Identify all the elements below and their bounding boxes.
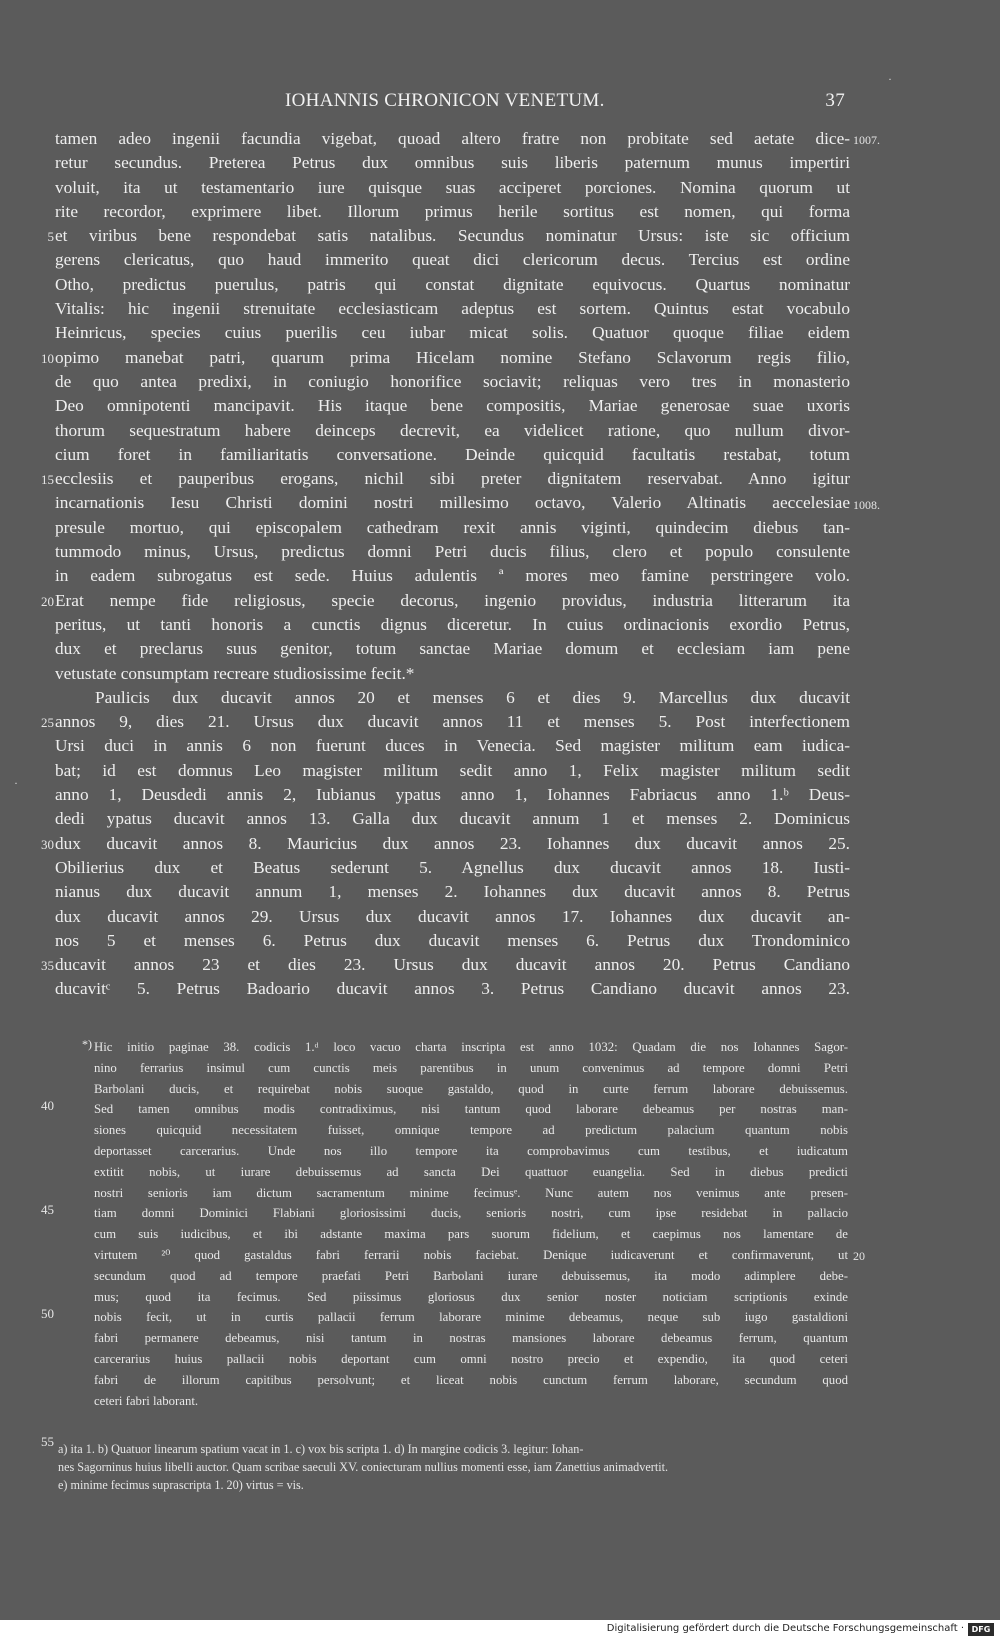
- text-line: rite recordor, exprimere libet. Illorum primus herile sortitus est nomen, qui forma: [55, 201, 850, 221]
- apparatus-line: nes Sagorninus huius libelli auctor. Quam scribae saeculi XV. coniecturam nullius momenti esse, iam Zanettius animadvertit.: [58, 1460, 669, 1474]
- footnote-line: nino ferrarius insimul cum cunctis meis parentibus in unum convenimus ad tempore domni Petri: [94, 1060, 848, 1075]
- text-line: thorum sequestratum habere deinceps decrevit, ea videlicet ratione, quo nullum divor-: [55, 420, 850, 440]
- line-number: 5: [47, 229, 54, 244]
- footnote-line: virtutem ²⁰ quod gastaldus fabri ferrarii nobis faciebat. Denique iudicaverunt et confirmaverunt, ut: [94, 1247, 848, 1262]
- text-line: opimo manebat patri, quarum prima Hicelam nomine Stefano Sclavorum regis filio,: [55, 347, 850, 367]
- text-line: bat; id est domnus Leo magister militum sedit anno 1, Felix magister militum sedit: [55, 760, 850, 780]
- text-line: Erat nempe fide religiosus, specie decorus, ingenio providus, industria litterarum ita: [55, 590, 850, 610]
- footnote-line: Hic initio paginae 38. codicis 1.ᵈ loco vacuo charta inscripta est anno 1032: Quadam die nos Iohannes Sagor-: [94, 1040, 848, 1054]
- text-line: gerens clericatus, quo haud immerito queat dici clericorum decus. Tercius est ordine: [55, 250, 850, 270]
- line-number: 40: [41, 1098, 54, 1113]
- footnote-line: Sed tamen omnibus modis contradiximus, nisi tantum quod laborare debeamus per nostras man-: [94, 1102, 848, 1117]
- text-line: ecclesiis et pauperibus erogans, nichil sibi preter dignitatem reservabat. Anno igitur: [55, 469, 850, 489]
- footnote-line: deportasset carcerarius. Unde nos illo tempore ita comprobavimus cum testibus, et iudicatum: [94, 1143, 848, 1158]
- text-line: Heinricus, species cuius puerilis ceu iubar micat solis. Quatuor quoque filiae eidem: [55, 323, 850, 343]
- footnote-line: tiam domni Dominici Flabiani gloriosissimi ducis, senioris nostri, cum ipse residebat in pallacio: [94, 1206, 848, 1221]
- footnote-line: siones quicquid necessitatem fuisset, omnique tempore ad predictum palacium quantum nobis: [94, 1123, 848, 1138]
- footnote-line: nostri senioris iam dictum sacramentum minime fecimusᵉ. Nunc autem nos venimus ante presen-: [94, 1185, 848, 1200]
- stray-mark-top-right: ·: [888, 72, 892, 86]
- line-number: 25: [41, 715, 54, 730]
- dfg-logo: DFG: [968, 1623, 994, 1636]
- text-line: retur secundus. Preterea Petrus dux omnibus suis liberis paternum munus impertiri: [55, 153, 850, 173]
- line-number: 20: [41, 594, 54, 609]
- text-line: Vitalis: hic ingenii strenuitate ecclesiasticam adeptus est sortem. Quintus estat vocabulo: [55, 299, 850, 319]
- margin-year-note: 1008.: [853, 498, 880, 512]
- text-line: Obilierius dux et Beatus sederunt 5. Agnellus dux ducavit annos 18. Iusti-: [55, 857, 850, 877]
- stray-mark-left: ·: [14, 776, 18, 790]
- footnote-line: fabri de illorum capitibus persolvunt; et liceat nobis cunctum ferrum laborare, secundum quod: [94, 1372, 848, 1387]
- text-line: nianus dux ducavit annum 1, menses 2. Iohannes dux ducavit annos 8. Petrus: [55, 882, 850, 902]
- text-line: anno 1, Deusdedi annis 2, Iubianus ypatus anno 1, Iohannes Fabriacus anno 1.ᵇ Deus-: [55, 785, 850, 805]
- running-title: IOHANNIS CHRONICON VENETUM.: [285, 90, 605, 111]
- text-line: Ursi duci in annis 6 non fuerunt duces in Venecia. Sed magister militum eam iudica-: [55, 736, 850, 756]
- text-line: dux et preclarus suus genitor, totum sanctae Mariae domum et ecclesiam iam pene: [55, 639, 850, 659]
- footnote-marker: *): [82, 1037, 92, 1051]
- text-line: incarnationis Iesu Christi domini nostri millesimo octavo, Valerio Altinatis aeccelesiae: [55, 493, 850, 513]
- line-number: 15: [41, 472, 54, 487]
- digitization-footer: [0, 1620, 1000, 1641]
- text-line: voluit, ita ut testamentario iure quisque suas acciperet porciones. Nomina quorum ut: [55, 177, 850, 197]
- text-line: in eadem subrogatus est sede. Huius adulentis ª mores meo famine perstringere volo.: [55, 566, 850, 586]
- footnote-line: nobis fecit, ut in curtis pallacii ferrum laborare minime debeamus, neque sub iugo gastaldioni: [94, 1310, 848, 1325]
- text-line: ducavitᶜ 5. Petrus Badoario ducavit annos 3. Petrus Candiano ducavit annos 23.: [55, 979, 850, 999]
- running-header: [55, 90, 845, 116]
- margin-year-note: 1007.: [853, 133, 880, 147]
- line-number: 45: [41, 1202, 54, 1217]
- footnote-margin-note: 20: [853, 1249, 865, 1263]
- footnote-line: extitit nobis, ut iurare debuissemus ad sancta Dei quattuor euangelia. Sed in diebus predicti: [94, 1164, 848, 1179]
- main-text: [55, 127, 850, 1002]
- text-line: peritus, ut tanti honoris a cunctis dignus diceretur. In cuius ordinacionis exordio Petrus,: [55, 614, 850, 634]
- footnote-line: mus; quod ita fecimus. Sed piissimus gloriosus dux senior noster noticiam scriptionis exinde: [94, 1289, 848, 1304]
- footnote-block: [94, 1037, 848, 1411]
- text-line: Paulicis dux ducavit annos 20 et menses 6 et dies 9. Marcellus dux ducavit: [95, 687, 850, 707]
- footnote-line: fabri permanere debeamus, nisi tantum in nostras mansiones laborare debeamus ferrum, quantum: [94, 1331, 848, 1346]
- page-number: 37: [825, 90, 845, 111]
- text-line: tamen adeo ingenii facundia vigebat, quoad altero fratre non probitate sed aetate dice-: [55, 129, 850, 148]
- text-line: presule mortuo, qui episcopalem cathedram rexit annis viginti, quindecim diebus tan-: [55, 517, 850, 537]
- funding-credit: Digitalisierung gefördert durch die Deutsche Forschungsgemeinschaft ·: [606, 1623, 964, 1634]
- footnote-line: cum suis iudicibus, et ibi adstante maxima pars suorum fidelium, et caepimus nos lamentare de: [94, 1227, 848, 1242]
- apparatus-line: e) minime fecimus suprascripta 1. 20) virtus = vis.: [58, 1478, 304, 1492]
- text-line: cium foret in familiaritatis conversatione. Deinde quicquid facultatis restabat, totum: [55, 444, 850, 464]
- text-line: dux ducavit annos 8. Mauricius dux annos 23. Iohannes dux ducavit annos 25.: [55, 833, 850, 853]
- apparatus-line: a) ita 1. b) Quatuor linearum spatium vacat in 1. c) vox bis scripta 1. d) In margine codicis 3. legitur: Iohan-: [58, 1442, 584, 1456]
- text-line: ducavit annos 23 et dies 23. Ursus dux ducavit annos 20. Petrus Candiano: [55, 955, 850, 975]
- line-number: 55: [41, 1434, 54, 1449]
- text-line: vetustate consumptam recreare studiosissime fecit.*: [55, 663, 415, 683]
- footnote-line: Barbolani ducis, et requirebat nobis suoque gastaldo, quod in curte ferrum laborare debuissemus.: [94, 1081, 848, 1096]
- footnote-line: secundum quod ad tempore praefati Petri Barbolani iurare debuissemus, ita modo adimplere debe-: [94, 1268, 848, 1283]
- line-number: 50: [41, 1306, 54, 1321]
- line-number: 35: [41, 958, 54, 973]
- text-line: Otho, predictus puerulus, patris qui constat dignitate equivocus. Quartus nominatur: [55, 274, 850, 294]
- critical-apparatus: [58, 1440, 848, 1494]
- text-line: dux ducavit annos 29. Ursus dux ducavit annos 17. Iohannes dux ducavit an-: [55, 906, 850, 926]
- text-line: dedi ypatus ducavit annos 13. Galla dux ducavit annum 1 et menses 2. Dominicus: [55, 809, 850, 829]
- text-line: tummodo minus, Ursus, predictus domni Petri ducis filius, clero et populo consulente: [55, 542, 850, 562]
- text-line: annos 9, dies 21. Ursus dux ducavit annos 11 et menses 5. Post interfectionem: [55, 712, 850, 732]
- text-line: nos 5 et menses 6. Petrus dux ducavit menses 6. Petrus dux Trondominico: [55, 930, 850, 950]
- footnote-line: ceteri fabri laborant.: [94, 1393, 199, 1408]
- text-line: et viribus bene respondebat satis natalibus. Secundus nominatur Ursus: iste sic officium: [55, 226, 850, 246]
- line-number: 30: [41, 837, 54, 852]
- line-number: 10: [41, 351, 54, 366]
- text-line: Deo omnipotenti mancipavit. His itaque bene compositis, Mariae generosae suae uxoris: [55, 396, 850, 416]
- text-line: de quo antea predixi, in coniugio honorifice sociavit; reliquas vero tres in monasterio: [55, 371, 850, 391]
- footnote-line: carcerarius huius pallacii nobis deportant cum omni nostro precio et expendio, ita quod ceteri: [94, 1351, 848, 1366]
